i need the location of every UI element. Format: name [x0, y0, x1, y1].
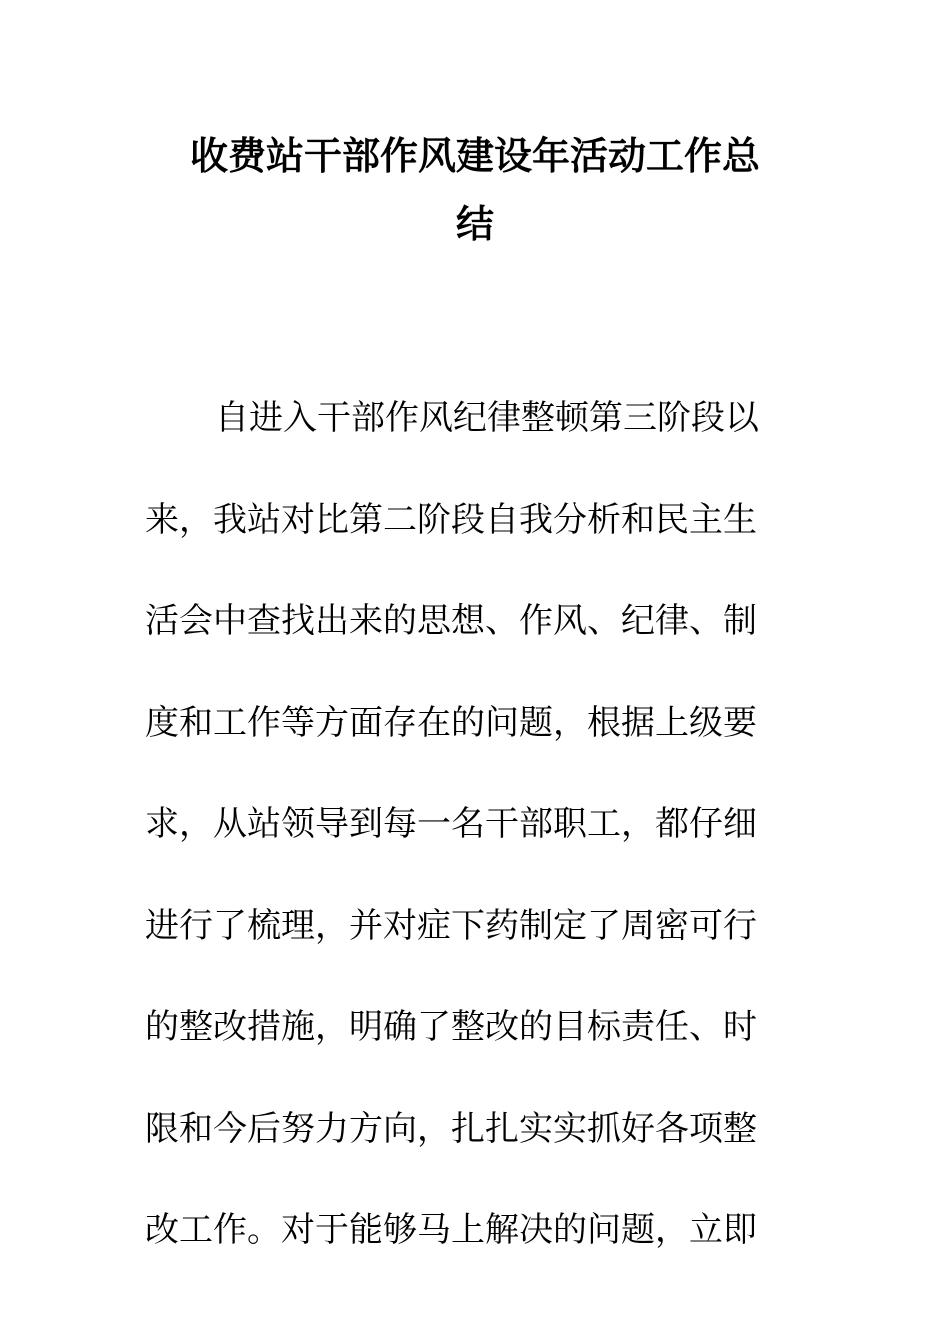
title-line-1: 收费站干部作风建设年活动工作总 [189, 134, 760, 178]
body-line-2: 来，我站对比第二阶段自我分析和民主生 [145, 499, 757, 540]
body-line-5: 求，从站领导到每一名干部职工，都仔细 [145, 804, 757, 844]
body-line-7: 的整改措施，明确了整改的目标责任、时 [145, 1007, 757, 1047]
body-line-1: 自进入干部作风纪律整顿第三阶段以 [215, 398, 759, 438]
body-line-3: 活会中查找出来的思想、作风、纪律、制 [145, 601, 757, 641]
title-line-2: 结 [455, 202, 494, 246]
document-title [145, 122, 805, 258]
document-body [145, 368, 805, 1282]
body-line-8: 限和今后努力方向，扎扎实实抓好各项整 [145, 1108, 757, 1149]
body-line-6: 进行了梳理，并对症下药制定了周密可行 [145, 905, 757, 946]
body-line-9: 改工作。对于能够马上解决的问题，立即 [145, 1210, 757, 1250]
body-line-4: 度和工作等方面存在的问题，根据上级要 [145, 702, 757, 743]
